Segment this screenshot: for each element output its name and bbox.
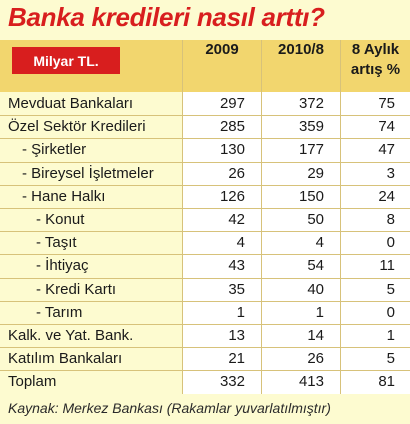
table-row	[0, 302, 410, 323]
cell-2009: 42	[228, 211, 245, 228]
cell-2010: 40	[307, 280, 324, 298]
row-label: Katılım Bankaları	[8, 350, 123, 368]
cell-change: 74	[378, 118, 395, 136]
cell-2009: 21	[228, 350, 245, 368]
cell-2009: 332	[219, 373, 245, 391]
cell-2010: 26	[307, 350, 324, 368]
row-label: Özel Sektör Kredileri	[8, 118, 146, 136]
cell-change: 3	[386, 164, 395, 182]
row-label: - Konut	[36, 211, 85, 228]
column-header-2009-label: 2009	[205, 41, 239, 58]
table-row	[0, 325, 410, 346]
cell-2010: 54	[307, 257, 324, 275]
table-row	[0, 139, 410, 160]
cell-change: 0	[386, 234, 395, 252]
row-label: - Şirketler	[22, 141, 87, 159]
cell-2009: 285	[219, 118, 245, 136]
column-header-2010-label: 2010/8	[278, 41, 324, 58]
column-header-change-line2: artış %	[350, 61, 401, 78]
table-row	[0, 93, 410, 114]
cell-2009: 13	[228, 327, 245, 344]
row-label: Toplam	[8, 373, 57, 391]
column-header-2009	[183, 40, 261, 92]
cell-2009: 43	[228, 257, 245, 275]
row-label: Mevduat Bankaları	[8, 95, 134, 112]
cell-2010: 4	[315, 234, 324, 252]
cell-change: 0	[386, 303, 395, 321]
cell-2009: 4	[236, 234, 245, 252]
cell-2009: 297	[219, 95, 245, 112]
column-header-change	[341, 40, 410, 92]
cell-2010: 14	[307, 327, 324, 344]
cell-change: 24	[378, 187, 395, 205]
column-header-2010	[262, 40, 340, 92]
table-row	[0, 255, 410, 276]
row-label: - Kredi Kartı	[36, 280, 117, 298]
cell-2010: 177	[298, 141, 324, 159]
cell-change: 11	[379, 257, 395, 275]
cell-change: 75	[378, 95, 395, 112]
row-label: - Hane Halkı	[22, 187, 106, 205]
cell-2010: 359	[298, 118, 324, 136]
cell-change: 8	[386, 211, 395, 228]
cell-change: 47	[378, 141, 395, 159]
table-row	[0, 232, 410, 253]
cell-2010: 372	[298, 95, 324, 112]
cell-2009: 1	[236, 303, 245, 321]
unit-badge: Milyar TL.	[12, 47, 120, 74]
cell-change: 5	[386, 280, 395, 298]
cell-2009: 26	[228, 164, 245, 182]
row-label: - Taşıt	[36, 234, 77, 252]
cell-change: 81	[378, 373, 395, 391]
cell-2009: 130	[219, 141, 245, 159]
cell-change: 1	[386, 327, 395, 344]
cell-2010: 29	[307, 164, 324, 182]
page-title: Banka kredileri nasıl arttı?	[8, 2, 325, 32]
table-row	[0, 186, 410, 207]
table-row	[0, 279, 410, 300]
table-row	[0, 163, 410, 184]
row-label: - Bireysel İşletmeler	[22, 164, 154, 182]
table-row	[0, 209, 410, 230]
cell-2010: 150	[298, 187, 324, 205]
row-label: Kalk. ve Yat. Bank.	[8, 327, 134, 344]
cell-2010: 1	[315, 303, 324, 321]
row-label: - Tarım	[36, 303, 83, 321]
table-row	[0, 116, 410, 137]
table-row	[0, 371, 410, 392]
column-header-change-line1: 8 Aylık	[351, 41, 400, 58]
row-label: - İhtiyaç	[36, 257, 89, 275]
table-row	[0, 348, 410, 369]
source-note: Kaynak: Merkez Bankası (Rakamlar yuvarlatılmıştır)	[8, 400, 331, 416]
cell-2010: 50	[307, 211, 324, 228]
cell-2010: 413	[298, 373, 324, 391]
cell-2009: 126	[219, 187, 245, 205]
cell-2009: 35	[228, 280, 245, 298]
cell-change: 5	[386, 350, 395, 368]
